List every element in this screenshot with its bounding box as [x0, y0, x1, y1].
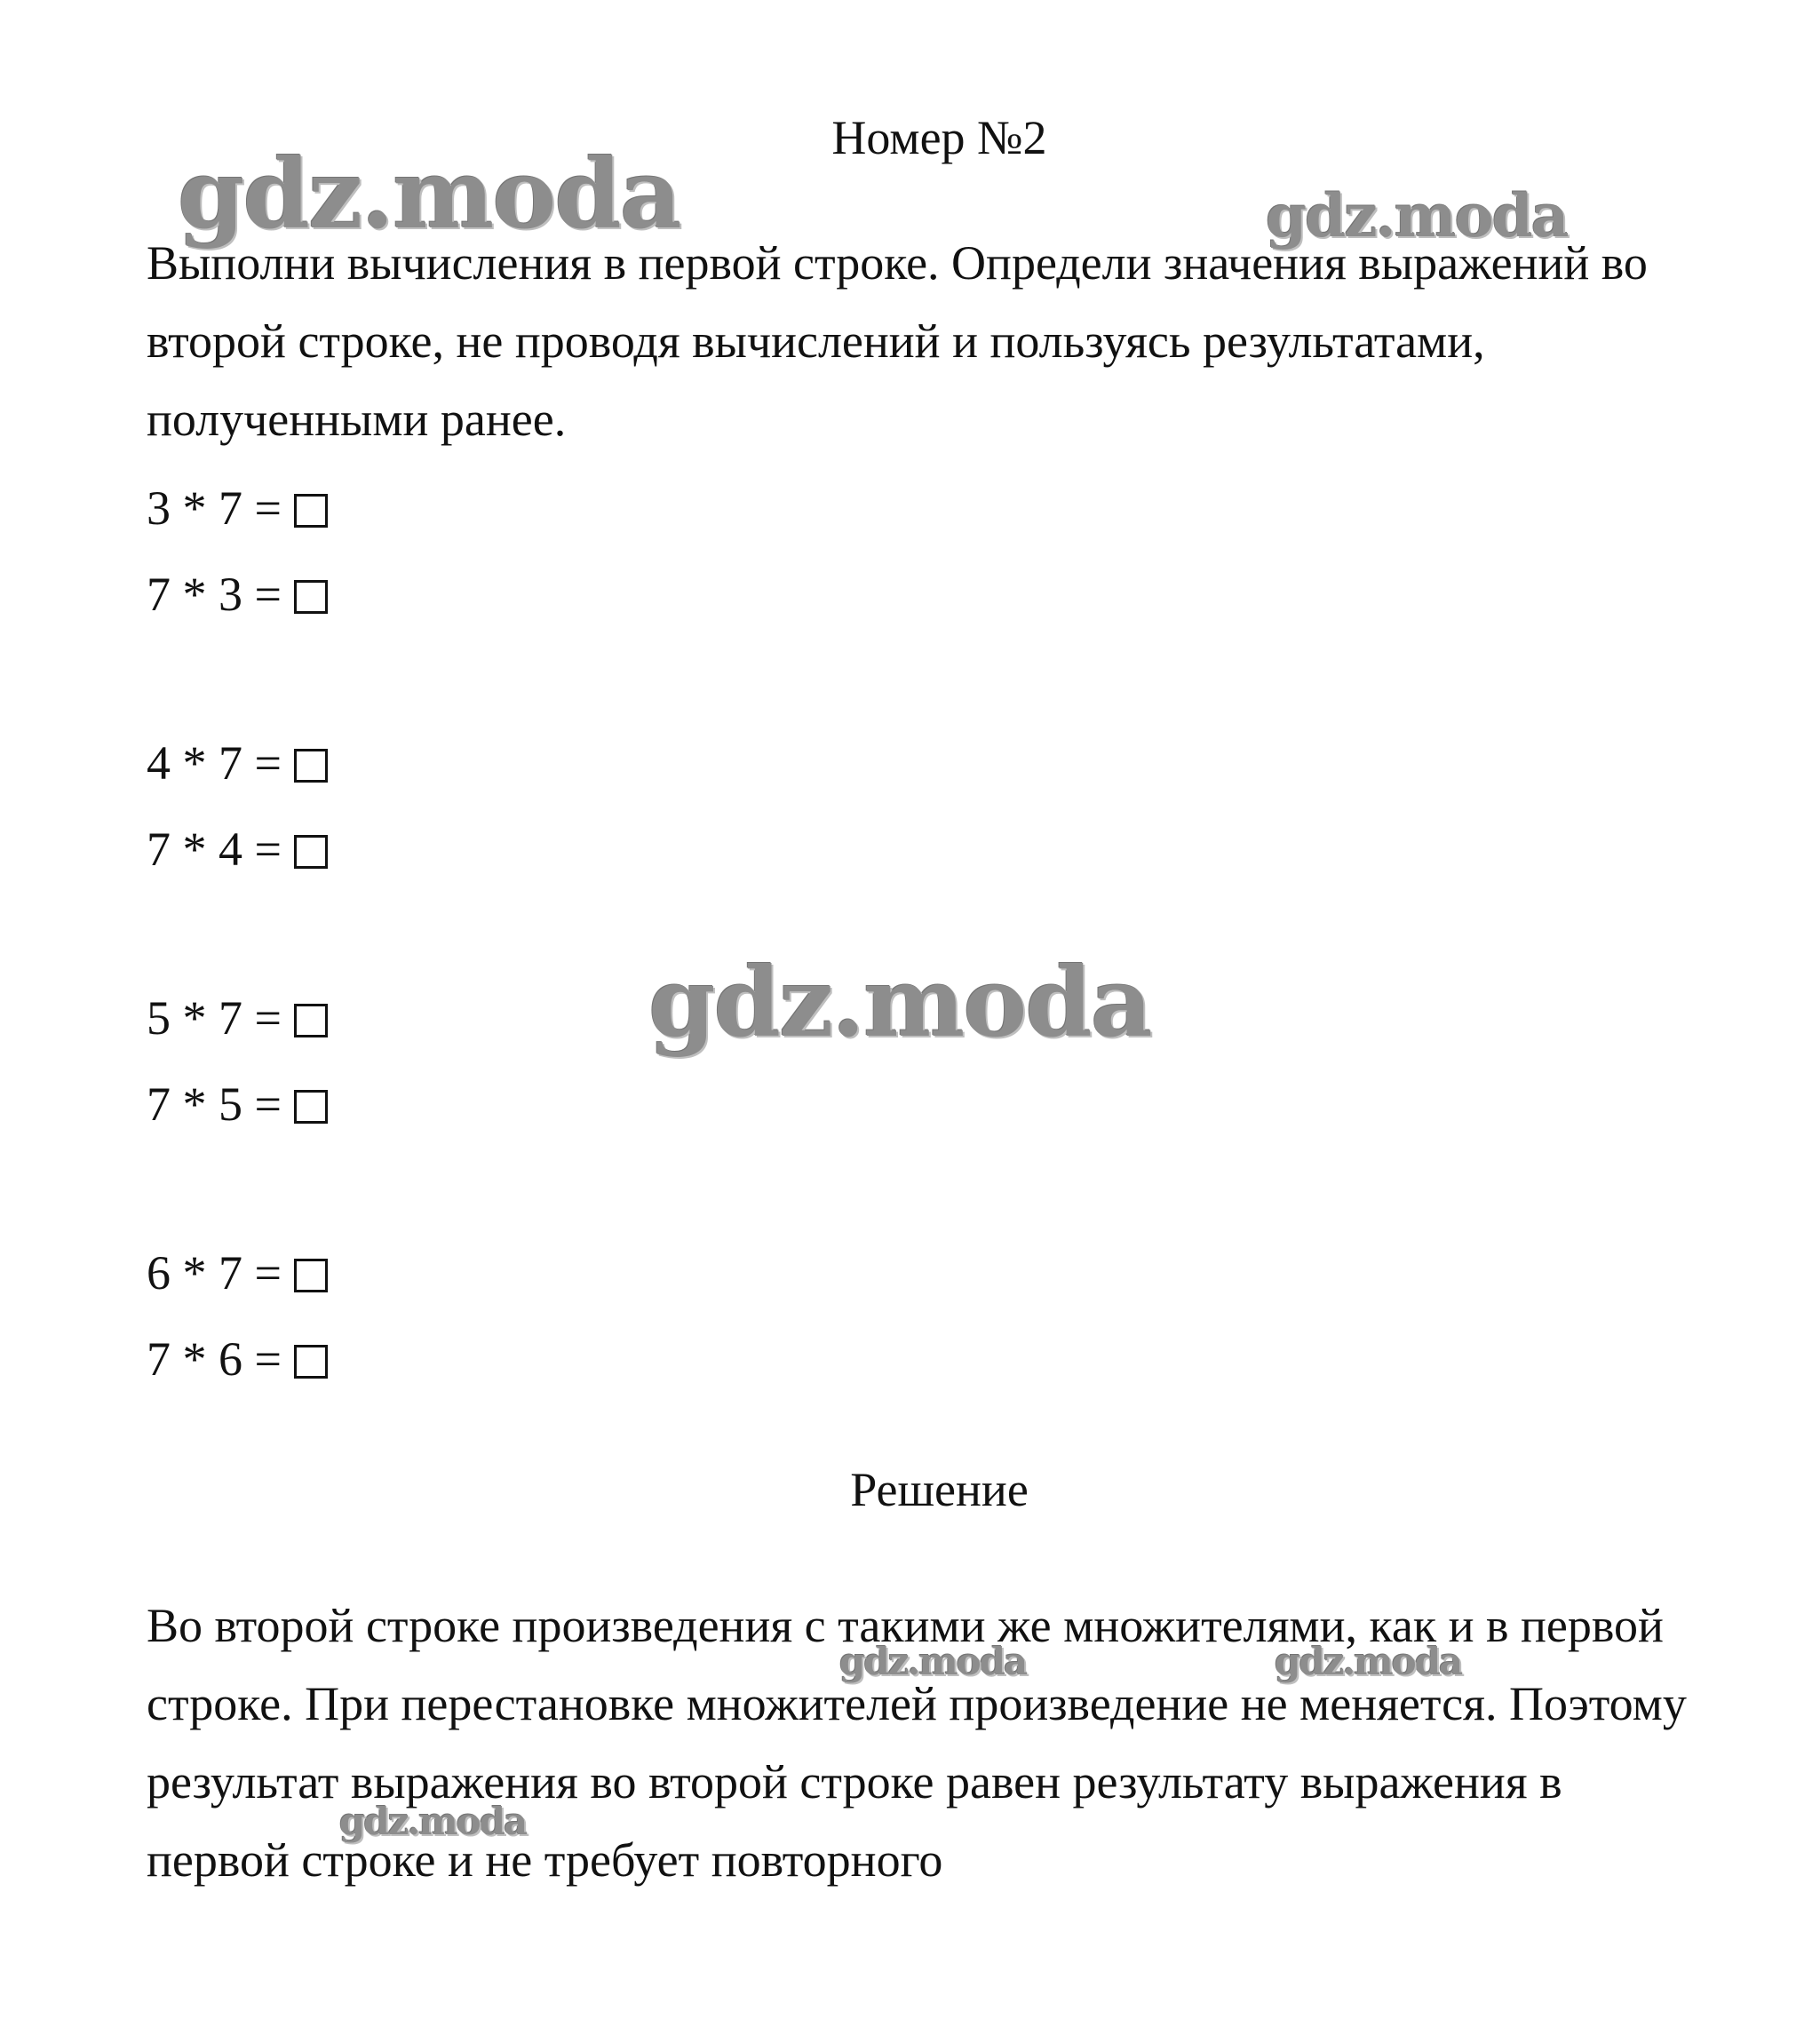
- answer-box: [294, 1004, 328, 1037]
- watermark: gdz.moda: [178, 139, 680, 250]
- equation-text: 7 * 6 =: [147, 1332, 282, 1386]
- equation-row: [147, 1332, 328, 1386]
- equation-row: [147, 736, 328, 790]
- answer-box: [294, 835, 328, 869]
- answer-box: [294, 749, 328, 783]
- answer-box: [294, 1090, 328, 1124]
- equation-text: 5 * 7 =: [147, 991, 282, 1045]
- watermark: gdz.moda: [1275, 1640, 1462, 1683]
- equation-text: 7 * 3 =: [147, 568, 282, 621]
- equation-text: 7 * 5 =: [147, 1077, 282, 1131]
- equation-row: [147, 991, 328, 1045]
- equation-text: 4 * 7 =: [147, 736, 282, 790]
- equation-text: 3 * 7 =: [147, 481, 282, 535]
- equation-row: [147, 481, 328, 535]
- answer-box: [294, 1345, 328, 1379]
- solution-heading: Решение: [850, 1463, 1029, 1516]
- answer-box: [294, 1259, 328, 1292]
- equation-row: [147, 1246, 328, 1300]
- equation-row: [147, 1077, 328, 1131]
- answer-box: [294, 580, 328, 614]
- page-title: Номер №2: [831, 111, 1047, 164]
- equation-text: 6 * 7 =: [147, 1246, 282, 1300]
- answer-box: [294, 494, 328, 528]
- watermark: gdz.moda: [839, 1640, 1027, 1683]
- equation-row: [147, 823, 328, 876]
- watermark: gdz.moda: [1266, 181, 1568, 250]
- equation-text: 7 * 4 =: [147, 823, 282, 876]
- equation-row: [147, 568, 328, 621]
- watermark: gdz.moda: [339, 1800, 527, 1843]
- task-text: Выполни вычисления в первой строке. Определи значения выражений во второй строке, не проводя вычислений и пользуясь результатами, полученными ранее.: [147, 236, 1648, 446]
- watermark: gdz.moda: [648, 947, 1151, 1059]
- solution-text: Во второй строке произведения с такими же множителями, как и в первой строке. При перестановке множителей произведение не меняется. Поэтому результат выражения во второй строке равен результату выражения в первой строке и не требует повторного: [147, 1599, 1687, 1887]
